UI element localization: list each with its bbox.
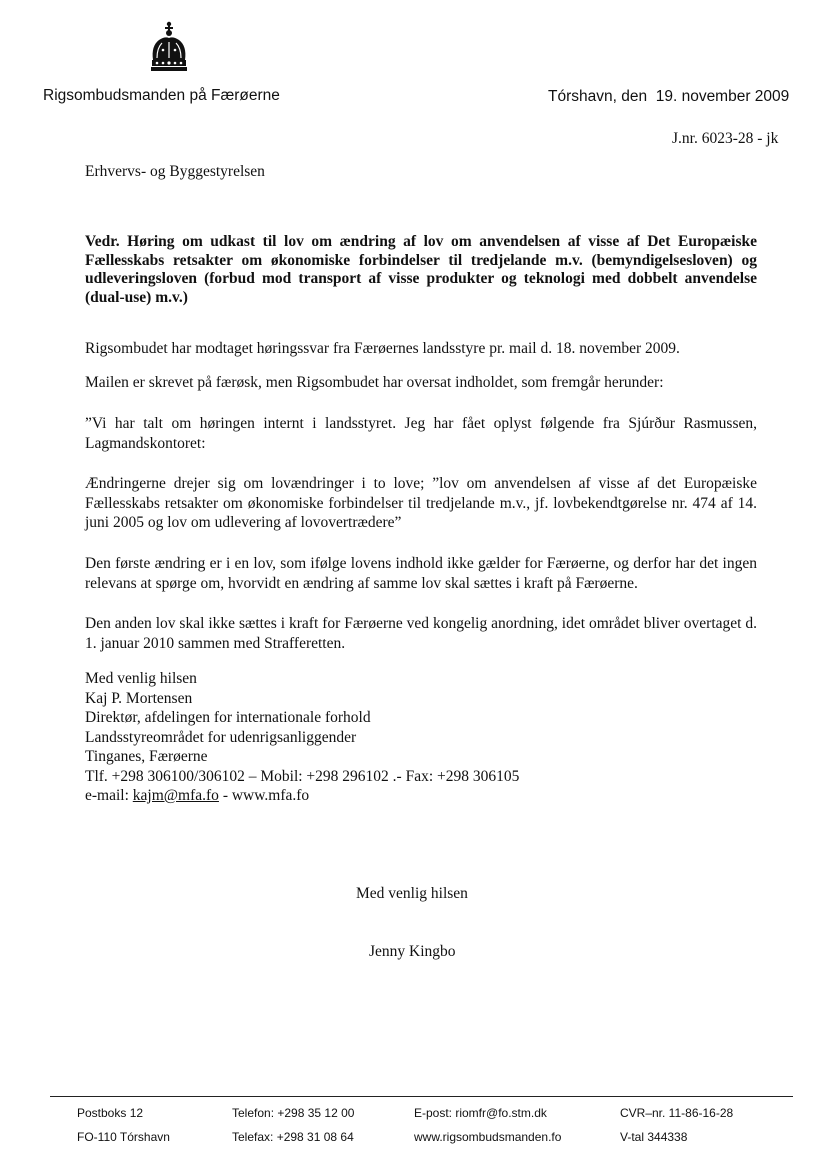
footer-postbox: Postboks 12 bbox=[77, 1106, 144, 1120]
signer-name: Jenny Kingbo bbox=[369, 943, 456, 960]
footer-telephone: Telefon: +298 35 12 00 bbox=[232, 1106, 355, 1120]
quoted-department: Landsstyreområdet for udenrigsanliggender bbox=[85, 728, 357, 746]
footer-divider bbox=[50, 1096, 793, 1097]
footer-postal: FO-110 Tórshavn bbox=[77, 1130, 170, 1144]
footer-online bbox=[414, 1105, 561, 1153]
closing-greeting: Med venlig hilsen bbox=[356, 885, 468, 902]
subject-line: Vedr. Høring om udkast til lov om ændring af lov om anvendelsen af visse af Det Europæiske Fællesskabs retsakter om økonomiske forbindelser til tredjelande m.v. (bemyndigelsesloven) og udleveringsloven (forbud mod transport af visse produkter og teknologi med dobbelt anvendelse (dual-use) m.v.) bbox=[85, 233, 757, 306]
quoted-signer-title: Direktør, afdelingen for internationale forhold bbox=[85, 709, 371, 726]
email-link[interactable]: kajm@mfa.fo bbox=[132, 787, 219, 804]
body-paragraph: Mailen er skrevet på færøsk, men Rigsombudet har oversat indholdet, som fremgår herunder: bbox=[85, 374, 664, 391]
body-paragraph: Den anden lov skal ikke sættes i kraft for Færøerne ved kongelig anordning, idet området bliver overtaget d. 1. januar 2010 sammen med Strafferetten. bbox=[85, 615, 757, 652]
footer-phones bbox=[232, 1105, 354, 1153]
body-paragraph: Ændringerne drejer sig om lovændringer i to love; ”lov om anvendelsen af visse af det Europæiske Fællesskabs retsakter om økonomiske forbindelser til tredjelande m.v., jf. lovbekendtgørelse nr. 474 af 14. juni 2005 og lov om udlevering af lovovertrædere” bbox=[85, 475, 757, 531]
quoted-signature bbox=[85, 669, 519, 806]
email-prefix: e-mail: bbox=[85, 787, 133, 804]
quoted-location: Tinganes, Færøerne bbox=[85, 748, 208, 765]
body-paragraph: Den første ændring er i en lov, som ifølge lovens indhold ikke gælder for Færøerne, og derfor har det ingen relevans at spørge om, hvorvidt en ændring af samme lov skal sættes i kraft på Færøerne. bbox=[85, 555, 757, 592]
footer-vtal: V-tal 344338 bbox=[620, 1130, 688, 1144]
quoted-contact-line bbox=[85, 786, 519, 806]
crown-icon bbox=[145, 20, 193, 76]
body-paragraph: Rigsombudet har modtaget høringssvar fra Færøernes landsstyre pr. mail d. 18. november 2009. bbox=[85, 340, 680, 357]
footer-address bbox=[77, 1105, 170, 1153]
quoted-phone-line: Tlf. +298 306100/306102 – Mobil: +298 296102 .- Fax: +298 306105 bbox=[85, 767, 520, 785]
footer-website: www.rigsombudsmanden.fo bbox=[414, 1130, 562, 1144]
body-paragraph: ”Vi har talt om høringen internt i landsstyret. Jeg har fået oplyst følgende fra Sjúrður Rasmussen, Lagmandskontoret: bbox=[85, 415, 757, 452]
dateline bbox=[548, 88, 789, 106]
quoted-signer-name: Kaj P. Mortensen bbox=[85, 689, 193, 707]
footer-telefax: Telefax: +298 31 08 64 bbox=[232, 1130, 354, 1144]
footer-cvr: CVR–nr. 11-86-16-28 bbox=[620, 1106, 734, 1120]
dateline-prefix: Tórshavn, den bbox=[548, 88, 648, 105]
footer-registration bbox=[620, 1105, 733, 1153]
journal-number: J.nr. 6023-28 - jk bbox=[672, 130, 779, 147]
web-suffix: - www.mfa.fo bbox=[218, 787, 310, 804]
letter-date: 19. november 2009 bbox=[655, 88, 790, 105]
recipient: Erhvervs- og Byggestyrelsen bbox=[85, 163, 265, 180]
sender-name: Rigsombudsmanden på Færøerne bbox=[43, 87, 280, 104]
quoted-closing: Med venlig hilsen bbox=[85, 670, 197, 687]
footer-email: E-post: riomfr@fo.stm.dk bbox=[414, 1106, 547, 1120]
